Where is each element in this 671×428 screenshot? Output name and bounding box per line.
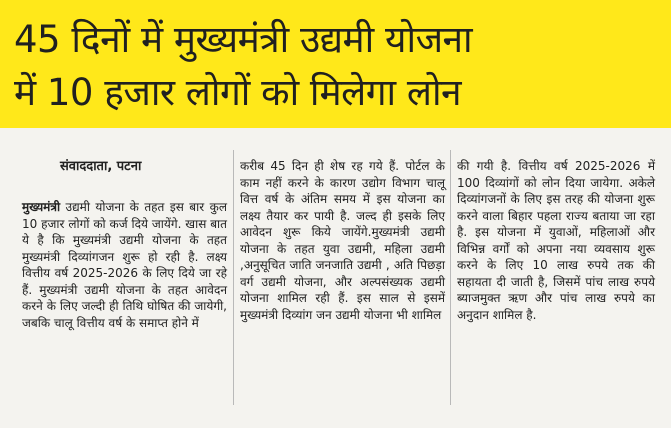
column-divider <box>450 150 451 405</box>
article-column-2 <box>240 158 445 323</box>
article-column-1 <box>22 199 227 331</box>
article-column-3 <box>457 158 655 323</box>
lead-word: मुख्यमंत्री <box>22 200 61 214</box>
column-divider <box>233 150 234 405</box>
byline: संवाददाता, पटना <box>60 159 142 174</box>
column-1-body: उद्यमी योजना के तहत इस बार कुल 10 हजार लोगों को कर्ज दिये जायेंगे. खास बात ये है कि मुख्यमंत्री उद्यमी योजना के तहत मुख्यमंत्री दिव्यांगजन शुरू हो रही है. लक्ष्य वित्तीय वर्ष 2025-2026 के लिए दिये जा रहे हैं. मुख्यमंत्री उद्यमी योजना के तहत आवेदन करने के लिए जल्दी ही तिथि घोषित की जायेगी, जबकि चालू वित्तीय वर्ष के समाप्त होने में <box>22 200 227 330</box>
headline-line-1: 45 दिनों में मुख्यमंत्री उद्यमी योजना <box>14 18 473 61</box>
column-1-text <box>22 199 227 331</box>
column-3-text: की गयी है. वित्तीय वर्ष 2025-2026 में 100 दिव्यांगों को लोन दिया जायेगा. अकेले दिव्यांगजनों के लिए इस तरह की योजना शुरू करने वाला बिहार पहला राज्य बताया जा रहा है. इस योजना में युवाओं, महिलाओं और विभिन्न वर्गों को अपना नया व्यवसाय शुरू करने के लिए 10 लाख रुपये तक की सहायता दी जाती है, जिसमें पांच लाख रुपये ब्याजमुक्त ऋण और पांच लाख रुपये का अनुदान शामिल है. <box>457 159 655 322</box>
headline-line-2: में 10 हजार लोगों को मिलेगा लोन <box>14 71 462 114</box>
column-2-text: करीब 45 दिन ही शेष रह गये हैं. पोर्टल के काम नहीं करने के कारण उद्योग विभाग चालू वित्त वर्ष के अंतिम समय में इस योजना का लक्ष्य तैयार कर पायी है. जल्द ही इसके लिए आवेदन शुरू किये जायेंगे.मुख्यमंत्री उद्यमी योजना के तहत युवा उद्यमी, महिला उद्यमी ,अनुसूचित जाति जनजाति उद्यमी , अति पिछड़ा वर्ग उद्यमी योजना, और अल्पसंख्यक उद्यमी योजना शामिल रही हैं. इस साल से इसमें मुख्यमंत्री दिव्यांग जन उद्यमी योजना भी शामिल <box>240 159 445 322</box>
